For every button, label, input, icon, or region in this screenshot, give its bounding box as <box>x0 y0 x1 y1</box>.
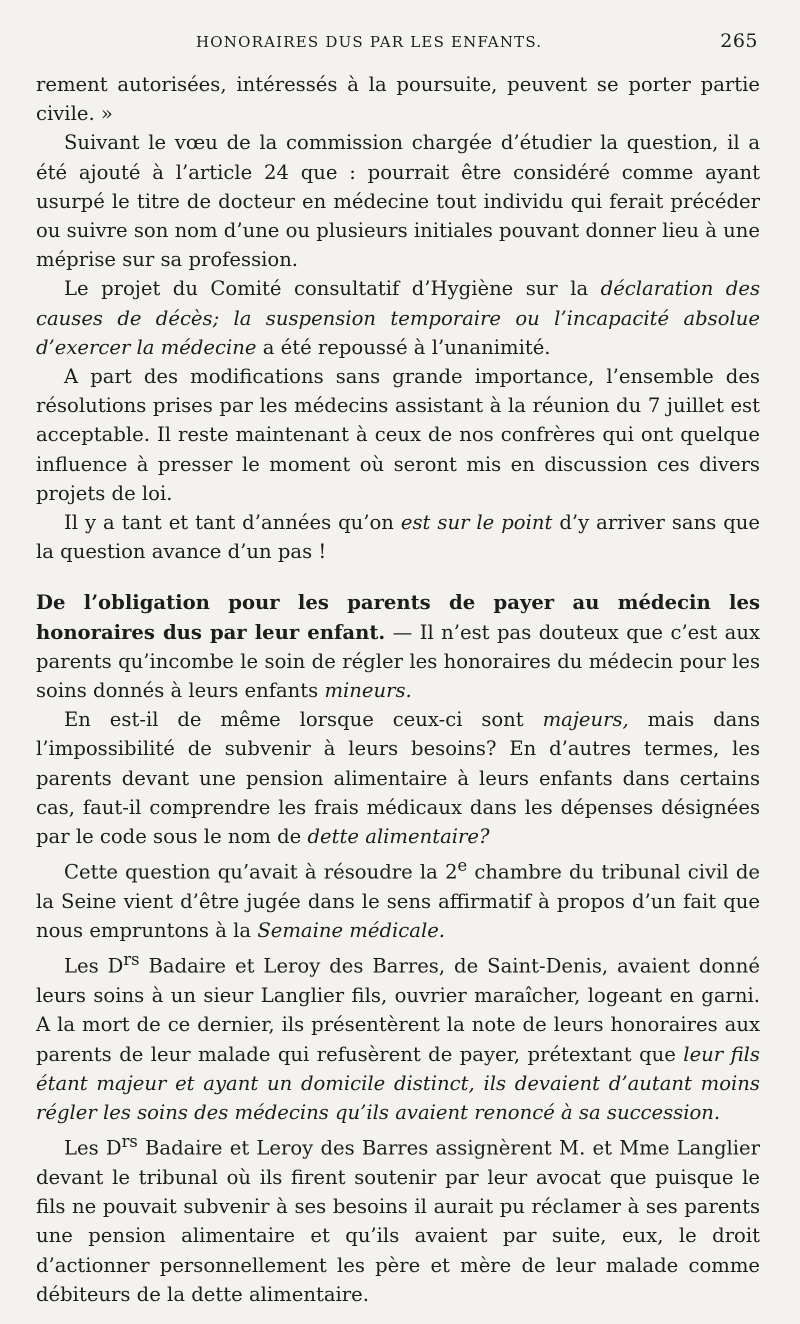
superscript: rs <box>123 950 140 970</box>
paragraph <box>36 705 760 851</box>
running-header <box>36 30 760 70</box>
text-run: — Il n’est pas douteux que c’est aux parents qu’incombe le soin de régler les honoraires du médecin pour les soins donnés à leurs enfants <box>36 620 760 703</box>
text-run: Les D <box>64 954 124 978</box>
text-run: Le projet du Comité consultatif d’Hygiène sur la <box>64 277 601 301</box>
paragraph <box>36 1127 760 1309</box>
body-text <box>36 70 760 1309</box>
text-run: Badaire et Leroy des Barres assignèrent M. et Mme Langlier devant le tribunal où ils firent soutenir par leur avocat que puisque le fils ne pouvait subvenir à ses besoins il aurait pu réclamer à ses parents une pension alimentaire et qu’ils avaient par suite, eux, le droit d’actionner personnellement les père et mère de leur malade comme débiteurs de la dette alimentaire. <box>36 1136 760 1306</box>
text-run: Il y a tant et tant d’années qu’on <box>64 511 401 535</box>
paragraph <box>36 70 760 128</box>
superscript: e <box>457 856 468 876</box>
paragraph <box>36 945 760 1127</box>
italic-text: majeurs, <box>542 708 629 732</box>
text-run: mais dans l’impossibilité de subvenir à leurs besoins? En d’autres termes, les parents devant une pension alimentaire à leurs enfants dans certains cas, faut-il comprendre les frais médicaux dans les dépenses désignées par le code sous le nom de <box>36 708 760 849</box>
text-run: chambre du tribunal civil de la Seine vient d’être jugée dans le sens affirmatif à propos d’un fait que nous empruntons à la <box>36 860 760 943</box>
italic-text: leur fils étant majeur et ayant un domicile distinct, ils devaient d’autant moins régler les soins des médecins qu’ils avaient renoncé à sa succession. <box>36 1042 760 1124</box>
paragraph <box>36 128 760 274</box>
paragraph <box>36 274 760 362</box>
section-paragraph <box>36 588 760 705</box>
running-title: HONORAIRES DUS PAR LES ENFANTS. <box>196 33 543 51</box>
text-run: En est-il de même lorsque ceux-ci sont <box>64 708 543 732</box>
italic-text: Semaine médicale. <box>257 919 446 943</box>
text-run: Cette question qu’avait à résoudre la 2 <box>64 860 458 884</box>
section-heading: De l’obligation pour les parents de payer au médecin les honoraires dus par leur enfant. <box>36 591 760 644</box>
text-run: rement autorisées, intéressés à la poursuite, peuvent se porter partie civile. » <box>36 73 760 126</box>
superscript: rs <box>121 1132 138 1152</box>
italic-text: est sur le point <box>400 511 553 535</box>
italic-text: déclaration des causes de décès; la suspension temporaire ou l’incapacité absolue d’exercer la médecine <box>36 277 760 359</box>
italic-text: dette alimentaire? <box>307 825 490 849</box>
italic-text: mineurs. <box>324 679 412 703</box>
text-run: A part des modifications sans grande importance, l’ensemble des résolutions prises par les médecins assistant à la réunion du 7 juillet est acceptable. Il reste maintenant à ceux de nos confrères qui ont quelque influence à presser le moment où seront mis en discussion ces divers projets de loi. <box>36 365 760 505</box>
page-number: 265 <box>720 30 758 52</box>
paragraph <box>36 851 760 945</box>
text-run: d’y arriver sans que la question avance d’un pas ! <box>36 511 760 564</box>
text-run: Badaire et Leroy des Barres, de Saint-Denis, avaient donné leurs soins à un sieur Langlier fils, ouvrier maraîcher, logeant en garni. A la mort de ce dernier, ils présentèrent la note de leurs honoraires aux parents de leur malade qui refusèrent de payer, prétextant que <box>36 954 760 1066</box>
text-run: Les D <box>64 1136 122 1160</box>
text-run: Suivant le vœu de la commission chargée d’étudier la question, il a été ajouté à l’article 24 que : pourrait être considéré comme ayant usurpé le titre de docteur en médecine tout individu qui ferait précéder ou suivre son nom d’une ou plusieurs initiales pouvant donner lieu à une méprise sur sa profession. <box>36 131 760 272</box>
text-run: a été repoussé à l’unanimité. <box>256 335 551 359</box>
paragraph <box>36 362 760 508</box>
paragraph <box>36 508 760 566</box>
